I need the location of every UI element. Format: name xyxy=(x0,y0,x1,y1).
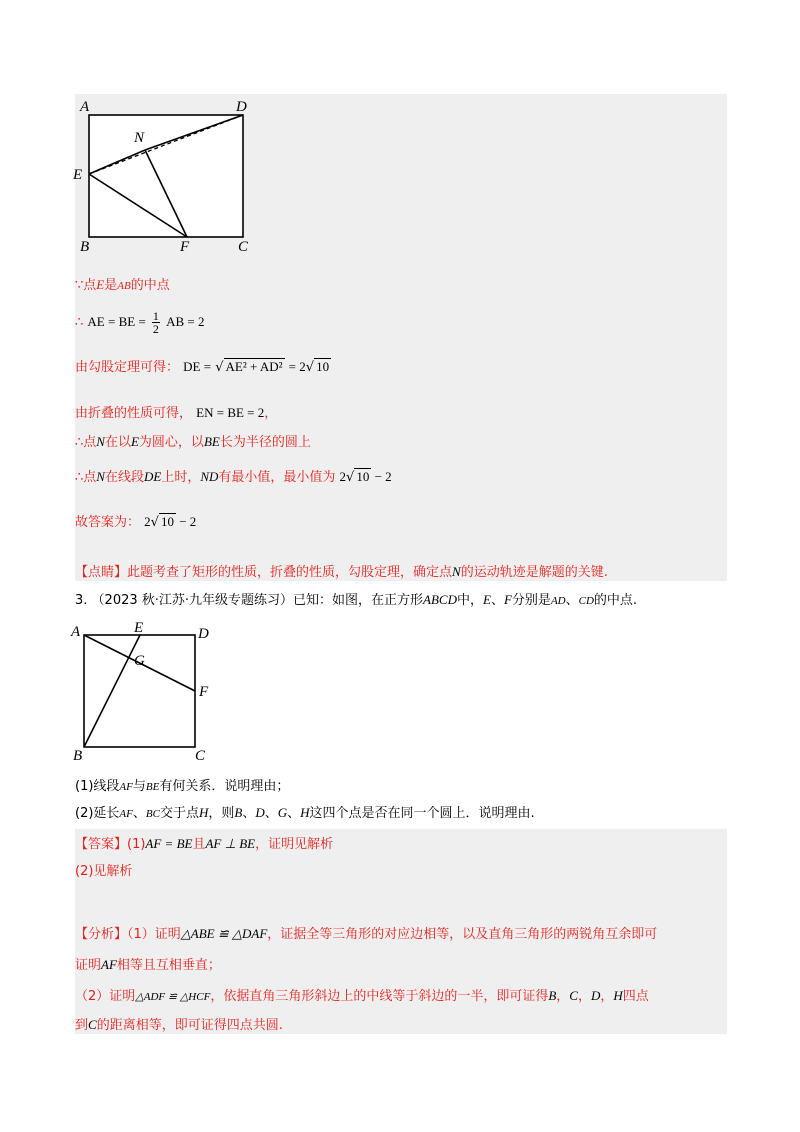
figure-rectangle-abcd xyxy=(70,94,255,254)
label-b: B xyxy=(73,748,83,764)
solution-line-2: ∴ AE = BE = $\frac{1}{2}$ AB = 2 xyxy=(75,309,205,336)
analysis-line-1: 【分析】（1）证明△ABE ≌ △DAF，证据全等三角形的对应边相等，以及直角三角形的两锐角互余即可 xyxy=(75,926,658,942)
label-c: C xyxy=(238,239,249,254)
label-f: F xyxy=(199,684,209,700)
label-d: D xyxy=(236,99,247,115)
label-a: A xyxy=(80,99,90,115)
question-part-2: (2)延长AF、BC交于点H，则B、D、G、H这四个点是否在同一个圆上．说明理由. xyxy=(75,805,535,821)
analysis-line-3: （2）证明△ADF ≌ △HCF，依据直角三角形斜边上的中线等于斜边的一半，即可证得B，C，D，H四点 xyxy=(75,988,649,1004)
solution-line-4: 由折叠的性质可得， EN = BE = 2， xyxy=(75,405,278,421)
label-d: D xyxy=(198,626,209,642)
fraction-half: $\frac{1}{2}$ xyxy=(152,309,159,336)
solution-line-1: ∵点E是AB的中点 xyxy=(75,277,170,293)
solution-line-5: ∴点N在以E为圆心，以BE长为半径的圆上 xyxy=(75,434,311,450)
analysis-line-4: 到C的距离相等，即可证得四点共圆. xyxy=(75,1017,283,1033)
question-part-1: (1)线段AF与BE有何关系．说明理由； xyxy=(75,779,290,794)
answer-line-2: (2)见解析 xyxy=(75,864,133,879)
answer-line-1: 【答案】(1)AF = BE且AF ⊥ BE，证明见解析 xyxy=(75,836,334,852)
label-e: E xyxy=(134,620,144,636)
label-n: N xyxy=(134,130,145,146)
question-3: 3. （2023 秋·江苏·九年级专题练习）已知：如图，在正方形ABCD中，E、F分别是AD、CD的中点. xyxy=(75,592,638,608)
figure-square-abcd xyxy=(68,620,218,765)
label-c: C xyxy=(195,748,206,764)
solution-line-3: 由勾股定理可得： DE = √ AE² + AD² = 2√ 10 xyxy=(75,359,330,375)
label-f: F xyxy=(180,239,190,254)
label-b: B xyxy=(80,239,90,254)
solution-tip: 【点睛】此题考查了矩形的性质，折叠的性质，勾股定理，确定点N的运动轨迹是解题的关键. xyxy=(75,564,608,580)
analysis-line-2: 证明AF相等且互相垂直； xyxy=(75,957,221,973)
label-a: A xyxy=(71,624,81,640)
solution-line-6: ∴点N在线段DE上时，ND有最小值，最小值为 2√ 10 − 2 xyxy=(75,469,392,485)
label-e: E xyxy=(73,167,83,183)
solution-line-7: 故答案为： 2√ 10 − 2 xyxy=(75,514,197,530)
label-g: G xyxy=(134,653,145,669)
